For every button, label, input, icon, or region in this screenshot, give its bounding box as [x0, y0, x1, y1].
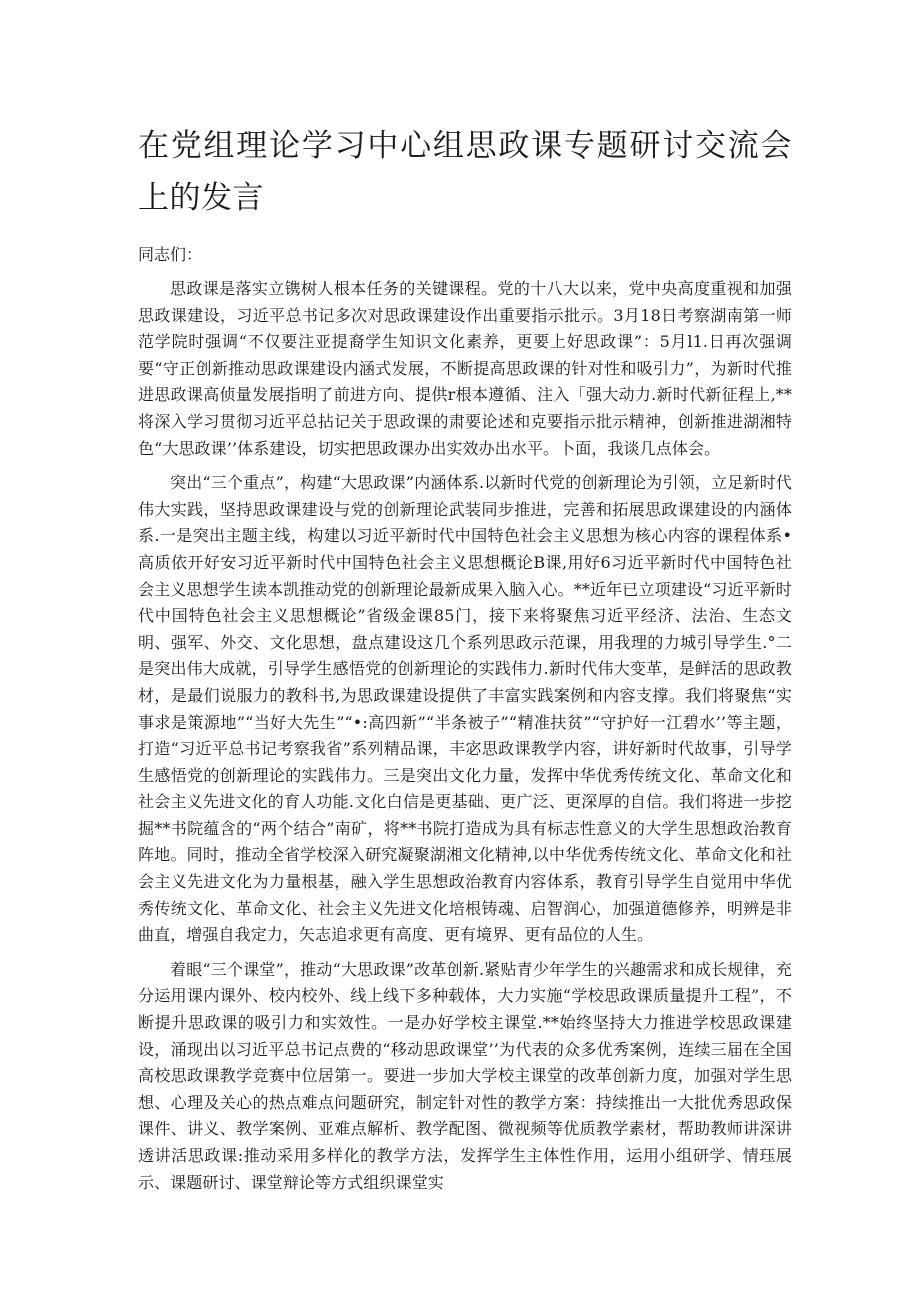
paragraph-three-classrooms: 着眼“三个课堂”，推动“大思政课”改革创新.紧贴青少年学生的兴趣需求和成长规律，充分运用课内课外、校内校外、线上线下多种载体，大力实施“学校思政课质量提升工程”，不断提升思政课的吸引力和实效性。一是办好学校主课堂.**始终坚持大力推进学校思政课建设，涌现出以习近平总书记点费的“移动思政课堂’’为代表的众多优秀案例，连续三届在全国高校思政课教学竞赛中位居第一。要进一步加大学校主课堂的改革创新力度，加强对学生思想、心理及关心的热点难点问题研究，制定针对性的教学方案：持续推出一大批优秀思政保课件、讲义、教学案例、亚难点解析、教学配图、微视频等优质教学素材，帮助教师讲深讲透讲活思政课:推动采用多样化的教学方法，发挥学生主体性作用，运用小组研学、情珏展示、课题研讨、课堂辩论等方式组织课堂实 — [138, 959, 792, 1192]
paragraph-three-focuses: 突出“三个重点”，构建“大思政课”内涵体系.以新时代党的创新理论为引领，立足新时代伟大实践，坚持思政课建设与党的创新理论武装同步推进，完善和拓展思政课建设的内涵体系.一是突出主题主线，构建以习近平新时代中国特色社会主义思想为核心内容的课程体系•高质依开好安习近平新时代中国特色社会主义思想概论B课,用好6习近平新时代中国特色社会主义思想学生读本凯推动党的创新理论最新成果入脑入心。**近年已立项建设“习近平新时代中国特色社会主义思想概论”省级金课85门，接下来将聚焦习近平经济、法治、生态文明、强军、外交、文化思想，盘点建设这几个系列思政示范课，用我理的力城引导学生.°二是突出伟大成就，引导学生感悟党的创新理论的实践伟力.新时代伟大变革，是鲜活的思政教材，是最们说服力的教科书,为思政课建设提供了丰富实践案例和内容支撑。我们将聚焦“实事求是策源地”“当好大先生”“•:高四新”“半条被子”“精准扶贫”“守护好一江碧水’’等主题，打造“习近平总书记考察我省”系列精品课，丰宓思政课教学内容，讲好新时代故事，引导学生感悟党的创新理论的实践伟力。三是突出文化力量，发挥中华优秀传统文化、革命文化和社会主义先进文化的育人功能.文化白信是更基础、更广泛、更深厚的自信。我们将进一步挖掘**书院蕴含的“两个结合”南矿，将**书院打造成为具有标志性意义的大学生思想政治教育阵地。同时，推动全省学校深入研究凝聚湖湘文化精神,以中华优秀传统文化、革命文化和社会主义先进文化为力量根基，融入学生思想政治教育内容体系，教育引导学生自觉用中华优秀传统文化、革命文化、社会主义先进文化培根铸魂、启智润心，加强道德修养，明辨是非曲直，增强自我定力，矢志追求更有高度、更有境界、更有品位的人生。 — [138, 473, 792, 945]
paragraph-intro: 思政课是落实立镌树人根本任务的关键课程。党的十八大以来，党中央高度重视和加强思政课建设，习近平总书记多次对思政课建设作出重要指示批示。3月18日考察湖南第一师范学院时强调“不仅要注亚提裔学生知识文化素养，更要上好思政课”：5月l1.日再次强调要“守正创新推动思政课建设内涵式发展，不断提高思政课的针对性和吸引力”，为新时代推进思政课高侦量发展指明了前进方向、提供r根本遵循、注入「强大动力.新时代新征程上,**将深入学习贯彻习近平总拈记关于思政课的肃要论述和克要指示批示精神，创新推进湖湘特色“大思政课’’体系建设，切实把思政课办出实效办出水平。卜面，我谈几点体会。 — [138, 279, 792, 458]
document-title: 在党组理论学习中心组思政课专题研讨交流会上的发言 — [138, 128, 792, 216]
salutation: 同志们： — [138, 245, 203, 264]
document-page — [138, 120, 792, 1204]
